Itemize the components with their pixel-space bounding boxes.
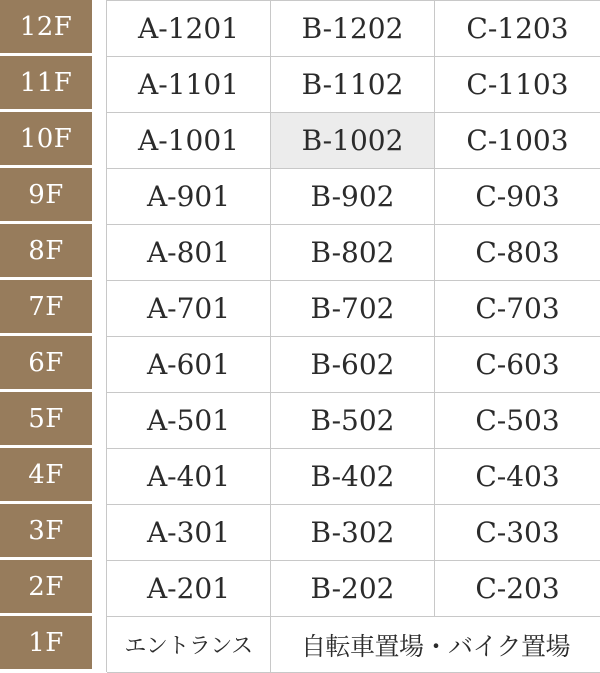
unit-cell[interactable]: A-1001 xyxy=(107,113,271,169)
unit-cell[interactable]: A-1201 xyxy=(107,1,271,57)
unit-cell[interactable]: C-603 xyxy=(435,337,600,393)
floor-label: 11F xyxy=(0,56,92,109)
unit-cell[interactable]: A-201 xyxy=(107,561,271,617)
unit-cell[interactable]: A-301 xyxy=(107,505,271,561)
unit-cell[interactable]: B-802 xyxy=(271,225,435,281)
unit-cell[interactable]: C-403 xyxy=(435,449,600,505)
unit-cell[interactable]: A-501 xyxy=(107,393,271,449)
unit-cell[interactable]: C-903 xyxy=(435,169,600,225)
floor-label: 12F xyxy=(0,0,92,53)
unit-cell[interactable]: A-601 xyxy=(107,337,271,393)
floor-label: 2F xyxy=(0,560,92,613)
bicycle-motorbike-parking-cell: 自転車置場・バイク置場 xyxy=(271,617,600,673)
unit-cell[interactable]: B-702 xyxy=(271,281,435,337)
unit-cell[interactable]: A-901 xyxy=(107,169,271,225)
unit-cell[interactable]: C-803 xyxy=(435,225,600,281)
unit-cell[interactable]: B-202 xyxy=(271,561,435,617)
floor-label: 9F xyxy=(0,168,92,221)
unit-cell[interactable]: B-502 xyxy=(271,393,435,449)
unit-cell[interactable]: C-1103 xyxy=(435,57,600,113)
unit-cell[interactable]: C-303 xyxy=(435,505,600,561)
floor-label: 7F xyxy=(0,280,92,333)
floor-label: 5F xyxy=(0,392,92,445)
floor-label: 1F xyxy=(0,616,92,669)
unit-cell[interactable]: B-1102 xyxy=(271,57,435,113)
floor-label: 10F xyxy=(0,112,92,165)
floor-label: 6F xyxy=(0,336,92,389)
unit-cell[interactable]: C-203 xyxy=(435,561,600,617)
floor-label: 3F xyxy=(0,504,92,557)
unit-cell[interactable]: B-602 xyxy=(271,337,435,393)
unit-grid xyxy=(106,0,600,672)
unit-cell[interactable]: C-1003 xyxy=(435,113,600,169)
unit-cell[interactable]: B-1202 xyxy=(271,1,435,57)
unit-cell[interactable]: C-503 xyxy=(435,393,600,449)
unit-cell[interactable]: B-902 xyxy=(271,169,435,225)
unit-cell[interactable]: A-801 xyxy=(107,225,271,281)
unit-cell[interactable]: B-302 xyxy=(271,505,435,561)
floor-label: 4F xyxy=(0,448,92,501)
unit-cell[interactable]: B-402 xyxy=(271,449,435,505)
unit-cell[interactable]: A-1101 xyxy=(107,57,271,113)
unit-cell-highlighted[interactable]: B-1002 xyxy=(271,113,435,169)
unit-cell[interactable]: C-703 xyxy=(435,281,600,337)
unit-cell[interactable]: A-701 xyxy=(107,281,271,337)
entrance-cell: エントランス xyxy=(107,617,271,673)
floor-label: 8F xyxy=(0,224,92,277)
unit-cell[interactable]: C-1203 xyxy=(435,1,600,57)
unit-cell[interactable]: A-401 xyxy=(107,449,271,505)
